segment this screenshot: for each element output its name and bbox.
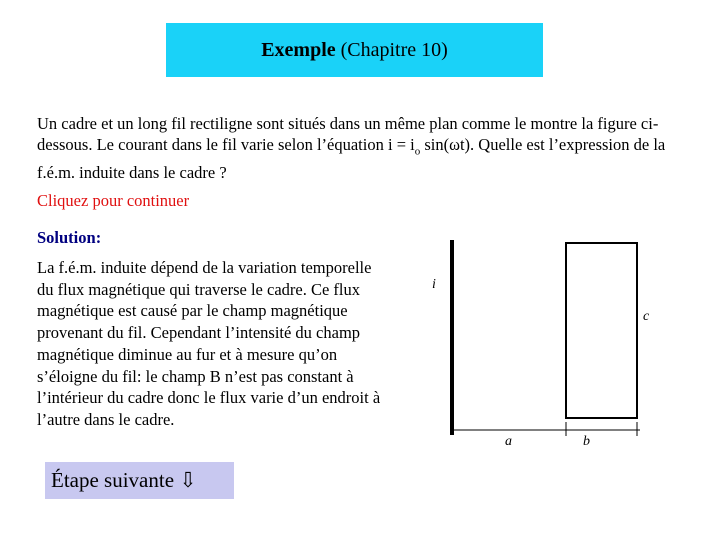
frame-rect <box>566 243 637 418</box>
title-banner <box>166 23 543 77</box>
solution-title: Solution: <box>37 228 102 247</box>
next-step-button[interactable] <box>45 462 234 499</box>
label-i: i <box>432 277 436 292</box>
next-step-label: Étape suivante <box>51 468 175 492</box>
title-rest: (Chapitre 10) <box>335 38 448 61</box>
wire-frame-diagram <box>400 230 680 450</box>
problem-part3: t). Quelle est l’expression de la f.é.m. induite dans le cadre ? <box>37 135 666 183</box>
problem-part2: sin( <box>420 135 450 154</box>
down-arrow-icon: ⇩ <box>179 468 197 492</box>
label-b: b <box>583 434 590 449</box>
problem-subscript: o <box>414 145 421 158</box>
diagram-svg <box>400 230 680 450</box>
problem-part1: Un cadre et un long fil rectiligne sont situés dans un même plan comme le montre la figure ci-dessous. Le courant dans le fil varie selon l’équation i = i <box>37 114 659 154</box>
problem-omega: ω <box>449 135 460 154</box>
solution-text: La f.é.m. induite dépend de la variation temporelle du flux magnétique qui traverse le cadre. Ce flux magnétique est causé par le champ magnétique provenant du fil. Cependant l’intensité du champ magnétique diminue au fur et à mesure qu’on s’éloigne du fil: le champ B n’est pas constant à l’intérieur du cadre donc le flux varie d’un endroit à l’autre dans le cadre. <box>37 258 381 429</box>
continue-link[interactable]: Cliquez pour continuer <box>37 191 190 210</box>
problem-statement <box>37 113 677 183</box>
label-a: a <box>505 434 512 449</box>
title-bold: Exemple <box>261 38 336 61</box>
label-c: c <box>643 309 650 324</box>
